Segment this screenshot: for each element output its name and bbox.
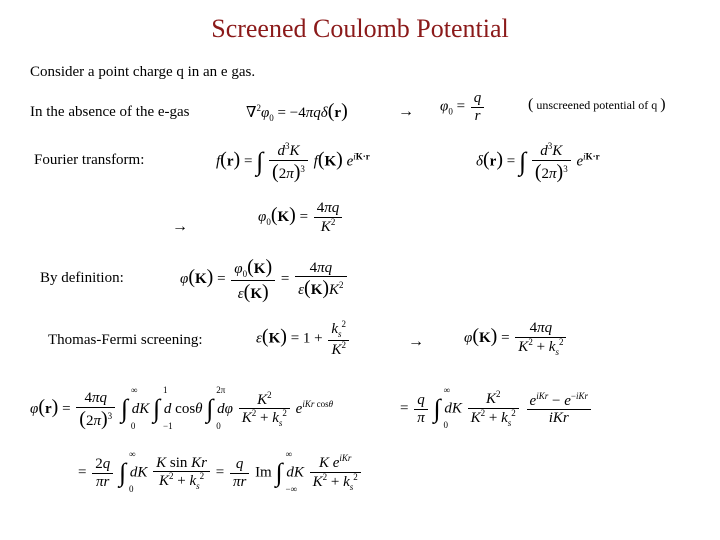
phi-r-reduced-equation: = $\frac{q}{\pi}$ ∫ ∞ 0 dK $\frac{K^2}{K^2 + k_s^2}$ $\frac{e^{iKr} - e^{-iKr}}{\text{iKr}}$ [400,390,593,428]
arrow-2: → [172,218,188,235]
unscreened-potential-equation: $\varphi_0$ = $\frac{q}{r}$ [440,90,486,124]
absence-label: In the absence of the e-gas [30,104,190,120]
fourier-transform-equation: f(r) = ∫ $\frac{d^3K}{(2\pi)^3}$ f(K) $e^{iK\cdot r}$ [216,141,370,183]
unscreened-note-text: unscreened potential of q [536,98,658,112]
definition-label: By definition: [40,270,124,286]
fourier-label: Fourier transform: [34,152,145,168]
phi0-k-equation: $\varphi_0(K)$ = $\frac{4\pi q}{K^2}$ [258,200,344,235]
arrow-3: → [408,333,424,350]
intro-text: Consider a point charge q in an e gas. [30,64,256,80]
arrow-1: → [398,103,414,120]
definition-equation: φ(K) = $\frac{\varphi_0(K)}{\varepsilon(K)}$ = $\frac{4\pi q}{\varepsilon(K)K^2}$ [180,256,349,303]
thomas-fermi-equation: ε(K) = 1 + $\frac{k_s^2}{K^2}$ [256,320,351,358]
delta-fourier-equation: δ(r) = ∫ $\frac{d^3K}{(2\pi)^3}$ $e^{iK\cdot r}$ [476,141,600,183]
unscreened-note: ( unscreened potential of q ) [528,96,666,113]
phi-r-integral-equation: φ(r) = $\frac{4\pi q}{(2\pi)^3}$ ∫ ∞ 0 dK ∫ 1 −1 d cosθ ∫ 2π 0 dφ $\frac{K^2}{K^2 + k_s^2}$ $e^{iKr cos\theta}$ [30,385,334,431]
thomas-fermi-label: Thomas-Fermi screening: [48,332,203,348]
page-title: Screened Coulomb Potential [211,14,509,43]
poisson-equation: $\nabla^2\varphi_0 = -4\pi q\delta(r)$ [246,100,348,123]
screened-k-equation: φ(K) = $\frac{4\pi q}{K^2 + k_s^2}$ [464,320,568,357]
phi-r-final-equation: = $\frac{2q}{\pi r}$ ∫ ∞ 0 dK $\frac{\text{K sin Kr}}{K^2 + k_s^2}$ = $\frac{q}{\pi r}$ Im ∫ ∞ −∞ dK $\frac{K e^{iKr}}{K^2 + k_s^2}$ [78,454,363,492]
